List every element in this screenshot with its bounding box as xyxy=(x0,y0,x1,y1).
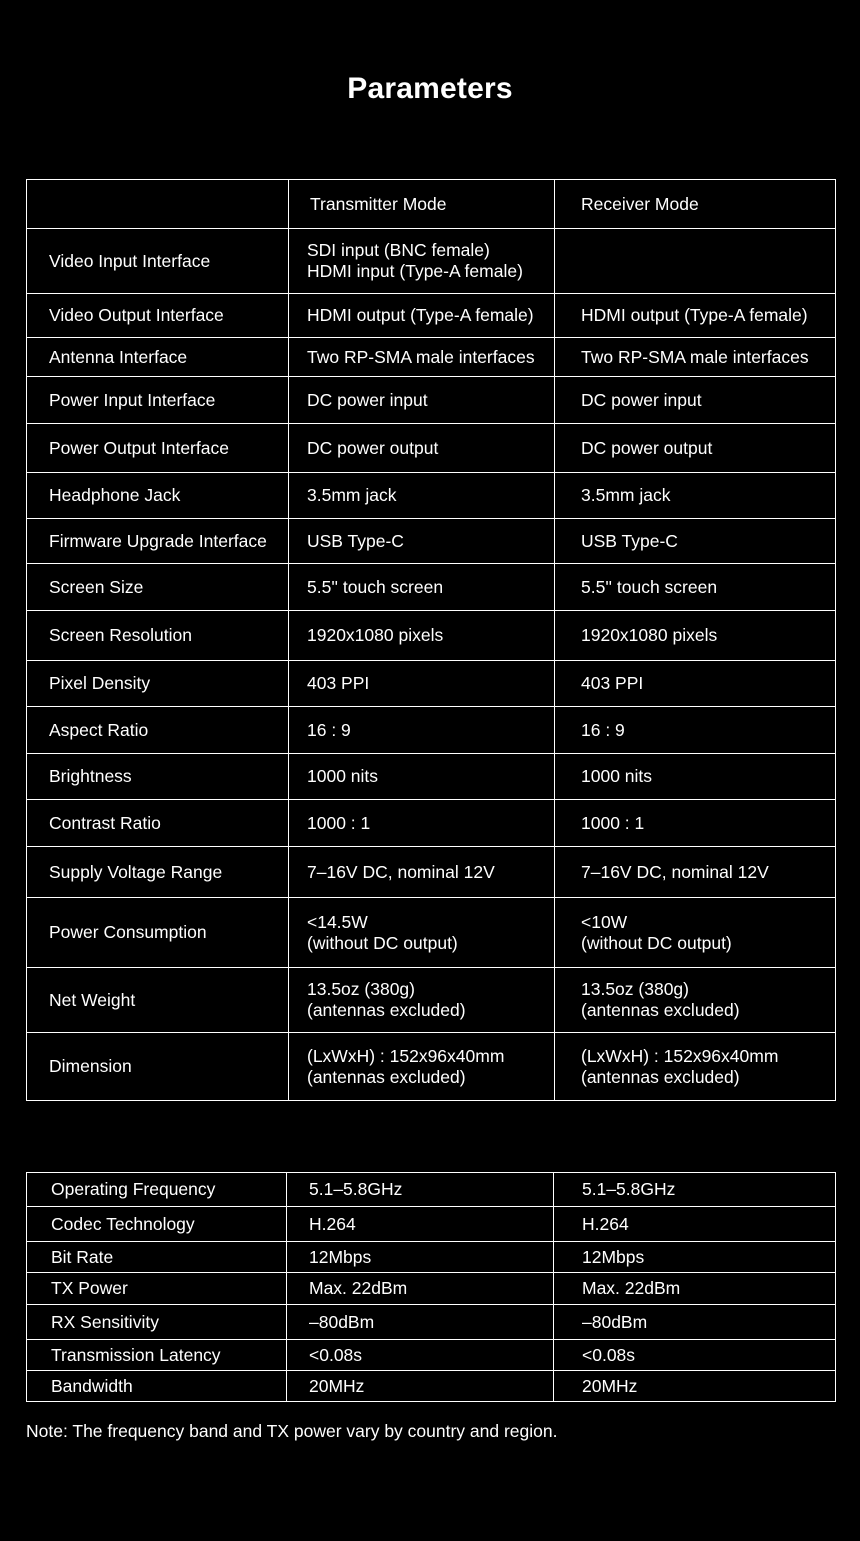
parameters-table-body xyxy=(27,180,836,1101)
table-row xyxy=(27,1340,836,1371)
wireless-parameters-table xyxy=(26,1172,836,1402)
row-label: Operating Frequency xyxy=(27,1173,287,1207)
cell-line: (without DC output) xyxy=(581,932,732,953)
cell-line: 1000 : 1 xyxy=(307,812,371,833)
parameters-table xyxy=(26,179,836,1101)
transmitter-value xyxy=(289,707,555,754)
header-transmitter-mode: Transmitter Mode xyxy=(289,180,555,229)
cell-line: HDMI output (Type-A female) xyxy=(581,305,808,325)
transmitter-value: <0.08s xyxy=(287,1340,554,1371)
receiver-value xyxy=(555,800,836,847)
transmitter-value: 5.1–5.8GHz xyxy=(287,1173,554,1207)
row-label: Power Consumption xyxy=(27,898,289,968)
receiver-value xyxy=(555,707,836,754)
receiver-value xyxy=(555,377,836,424)
table-row xyxy=(27,473,836,519)
cell-line: USB Type-C xyxy=(307,530,404,551)
table-row xyxy=(27,847,836,898)
table-row xyxy=(27,1371,836,1402)
table-row xyxy=(27,800,836,847)
row-label: Headphone Jack xyxy=(27,473,289,519)
table-header-row xyxy=(27,180,836,229)
cell-line: 7–16V DC, nominal 12V xyxy=(581,861,769,882)
transmitter-value xyxy=(289,1033,555,1101)
cell-line: DC power input xyxy=(307,389,428,410)
row-label: Bit Rate xyxy=(27,1242,287,1273)
row-label: Screen Size xyxy=(27,564,289,611)
cell-line: 1000 nits xyxy=(307,766,379,786)
row-label: Supply Voltage Range xyxy=(27,847,289,898)
transmitter-value: –80dBm xyxy=(287,1305,554,1340)
receiver-value xyxy=(555,611,836,661)
cell-line: (without DC output) xyxy=(307,932,458,953)
cell-line: 16 : 9 xyxy=(307,719,351,740)
table-row xyxy=(27,611,836,661)
table-row xyxy=(27,1207,836,1242)
row-label: Contrast Ratio xyxy=(27,800,289,847)
table-row xyxy=(27,229,836,294)
receiver-value: H.264 xyxy=(554,1207,836,1242)
transmitter-value xyxy=(289,754,555,800)
row-label: Transmission Latency xyxy=(27,1340,287,1371)
cell-line: SDI input (BNC female) xyxy=(307,240,490,260)
transmitter-value xyxy=(289,661,555,707)
cell-line: Two RP-SMA male interfaces xyxy=(307,346,535,367)
table-row xyxy=(27,1305,836,1340)
cell-line: (antennas excluded) xyxy=(581,1066,740,1087)
cell-line: HDMI input (Type-A female) xyxy=(307,261,523,281)
cell-line: 7–16V DC, nominal 12V xyxy=(307,861,495,882)
table-row xyxy=(27,707,836,754)
transmitter-value xyxy=(289,473,555,519)
cell-line: (LxWxH) : 152x96x40mm xyxy=(581,1045,779,1066)
cell-line: 5.5'' touch screen xyxy=(581,576,718,597)
transmitter-value xyxy=(289,338,555,377)
table-row xyxy=(27,424,836,473)
cell-line: 13.5oz (380g) xyxy=(581,979,689,999)
header-empty-cell xyxy=(27,180,289,229)
transmitter-value xyxy=(289,968,555,1033)
receiver-value xyxy=(555,754,836,800)
receiver-value xyxy=(555,1033,836,1101)
row-label: Power Output Interface xyxy=(27,424,289,473)
cell-line: (LxWxH) : 152x96x40mm xyxy=(307,1045,505,1066)
receiver-value: <0.08s xyxy=(554,1340,836,1371)
row-label: Codec Technology xyxy=(27,1207,287,1242)
cell-line: DC power output xyxy=(307,437,439,458)
row-label: Net Weight xyxy=(27,968,289,1033)
cell-line: 16 : 9 xyxy=(581,719,625,740)
receiver-value: –80dBm xyxy=(554,1305,836,1340)
cell-line: (antennas excluded) xyxy=(307,1000,466,1020)
table-row xyxy=(27,968,836,1033)
cell-line: 1920x1080 pixels xyxy=(307,625,444,645)
table-row xyxy=(27,564,836,611)
row-label: Antenna Interface xyxy=(27,338,289,377)
receiver-value xyxy=(555,847,836,898)
cell-line: USB Type-C xyxy=(581,530,678,551)
table-row xyxy=(27,294,836,338)
page-title: Parameters xyxy=(347,72,513,105)
row-label: TX Power xyxy=(27,1273,287,1305)
transmitter-value xyxy=(289,564,555,611)
receiver-value xyxy=(555,473,836,519)
receiver-value xyxy=(555,519,836,564)
table-row xyxy=(27,898,836,968)
transmitter-value xyxy=(289,898,555,968)
receiver-value xyxy=(555,294,836,338)
transmitter-value xyxy=(289,800,555,847)
transmitter-value: H.264 xyxy=(287,1207,554,1242)
cell-line: (antennas excluded) xyxy=(307,1066,466,1087)
cell-line: DC power input xyxy=(581,389,702,410)
wireless-parameters-table-body xyxy=(27,1173,836,1402)
transmitter-value: 20MHz xyxy=(287,1371,554,1402)
cell-line: 1920x1080 pixels xyxy=(581,625,718,645)
transmitter-value xyxy=(289,847,555,898)
receiver-value xyxy=(555,898,836,968)
cell-line: 1000 : 1 xyxy=(581,812,645,833)
cell-line: 13.5oz (380g) xyxy=(307,979,415,999)
row-label: Bandwidth xyxy=(27,1371,287,1402)
receiver-value xyxy=(555,338,836,377)
receiver-value xyxy=(555,424,836,473)
receiver-value xyxy=(555,968,836,1033)
table-row xyxy=(27,338,836,377)
receiver-value: 5.1–5.8GHz xyxy=(554,1173,836,1207)
table-row xyxy=(27,661,836,707)
row-label: Firmware Upgrade Interface xyxy=(27,519,289,564)
transmitter-value xyxy=(289,229,555,294)
row-label: Video Output Interface xyxy=(27,294,289,338)
transmitter-value xyxy=(289,519,555,564)
cell-line: 3.5mm jack xyxy=(581,485,671,505)
receiver-value xyxy=(555,229,836,294)
receiver-value: 20MHz xyxy=(554,1371,836,1402)
cell-line: <14.5W xyxy=(307,911,368,932)
header-receiver-mode: Receiver Mode xyxy=(555,180,836,229)
row-label: Screen Resolution xyxy=(27,611,289,661)
table-row xyxy=(27,1273,836,1305)
row-label: Dimension xyxy=(27,1033,289,1101)
row-label: Aspect Ratio xyxy=(27,707,289,754)
table-row xyxy=(27,1033,836,1101)
cell-line: Two RP-SMA male interfaces xyxy=(581,346,809,367)
receiver-value xyxy=(555,564,836,611)
cell-line: (antennas excluded) xyxy=(581,1000,740,1020)
transmitter-value xyxy=(289,294,555,338)
footnote: Note: The frequency band and TX power vary by country and region. xyxy=(26,1421,558,1441)
transmitter-value: 12Mbps xyxy=(287,1242,554,1273)
transmitter-value: Max. 22dBm xyxy=(287,1273,554,1305)
table-row xyxy=(27,519,836,564)
table-row xyxy=(27,377,836,424)
row-label: Video Input Interface xyxy=(27,229,289,294)
cell-line: <10W xyxy=(581,911,628,932)
cell-line: 1000 nits xyxy=(581,766,653,786)
cell-line: 403 PPI xyxy=(581,673,644,693)
transmitter-value xyxy=(289,424,555,473)
cell-line: 403 PPI xyxy=(307,673,370,693)
table-row xyxy=(27,1173,836,1207)
cell-line: 5.5'' touch screen xyxy=(307,576,444,597)
cell-line: DC power output xyxy=(581,437,713,458)
receiver-value: 12Mbps xyxy=(554,1242,836,1273)
transmitter-value xyxy=(289,377,555,424)
table-row xyxy=(27,1242,836,1273)
cell-line: 3.5mm jack xyxy=(307,485,397,505)
row-label: Brightness xyxy=(27,754,289,800)
cell-line: HDMI output (Type-A female) xyxy=(307,305,534,325)
receiver-value xyxy=(555,661,836,707)
receiver-value: Max. 22dBm xyxy=(554,1273,836,1305)
row-label: RX Sensitivity xyxy=(27,1305,287,1340)
table-row xyxy=(27,754,836,800)
row-label: Power Input Interface xyxy=(27,377,289,424)
transmitter-value xyxy=(289,611,555,661)
row-label: Pixel Density xyxy=(27,661,289,707)
